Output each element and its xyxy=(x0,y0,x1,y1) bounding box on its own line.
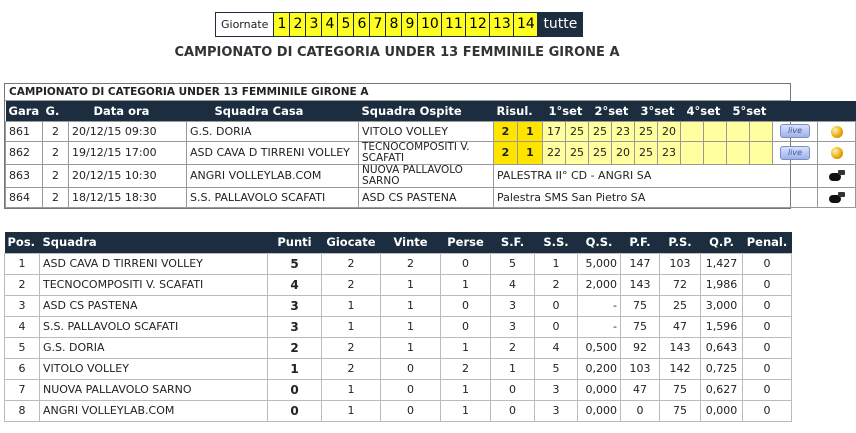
standing-qs: 0,000 xyxy=(578,400,621,421)
col-squadra-ospite: Squadra Ospite xyxy=(359,101,494,121)
giornata-link-14[interactable]: 14 xyxy=(514,13,538,36)
standing-punti: 2 xyxy=(268,337,322,358)
col-qs: Q.S. xyxy=(578,232,621,253)
match-home-team: ASD CAVA D TIRRENI VOLLEY xyxy=(187,141,359,164)
standing-team: NUOVA PALLAVOLO SARNO xyxy=(40,379,268,400)
whistle-cell xyxy=(818,164,856,187)
giornata-link-2[interactable]: 2 xyxy=(290,13,306,36)
col-sf: S.F. xyxy=(491,232,535,253)
match-data-ora: 20/12/15 09:30 xyxy=(69,121,187,141)
matches-table xyxy=(5,101,856,208)
standing-sf: 0 xyxy=(491,400,535,421)
col-perse: Perse xyxy=(441,232,491,253)
standings-row xyxy=(5,337,792,358)
match-data-ora: 20/12/15 10:30 xyxy=(69,164,187,187)
standing-team: TECNOCOMPOSITI V. SCAFATI xyxy=(40,274,268,295)
standing-qp: 1,427 xyxy=(701,253,743,274)
set-score xyxy=(681,141,704,164)
match-venue: PALESTRA II° CD - ANGRI SA xyxy=(494,164,818,187)
standing-punti: 3 xyxy=(268,316,322,337)
match-result-home: 2 xyxy=(494,141,518,164)
match-gara: 862 xyxy=(6,141,43,164)
standing-perse: 1 xyxy=(441,379,491,400)
standing-pos: 3 xyxy=(5,295,40,316)
set-score xyxy=(750,141,773,164)
standing-punti: 3 xyxy=(268,295,322,316)
standing-qs: - xyxy=(578,295,621,316)
standing-punti: 0 xyxy=(268,379,322,400)
standing-pos: 6 xyxy=(5,358,40,379)
standing-pf: 92 xyxy=(621,337,660,358)
standing-ps: 103 xyxy=(660,253,701,274)
match-gara: 863 xyxy=(6,164,43,187)
giornata-link-13[interactable]: 13 xyxy=(490,13,514,36)
col-actions-1 xyxy=(773,101,818,121)
standings-row xyxy=(5,379,792,400)
standing-pf: 103 xyxy=(621,358,660,379)
set-score: 23 xyxy=(612,121,635,141)
standing-team: ASD CAVA D TIRRENI VOLLEY xyxy=(40,253,268,274)
standing-vinte: 1 xyxy=(381,337,441,358)
standing-pos: 7 xyxy=(5,379,40,400)
standing-ps: 25 xyxy=(660,295,701,316)
match-row xyxy=(6,141,856,164)
set-score xyxy=(704,141,727,164)
col-squadra: Squadra xyxy=(40,232,268,253)
col-qp: Q.P. xyxy=(701,232,743,253)
standing-perse: 0 xyxy=(441,295,491,316)
col-set2: 2°set xyxy=(589,101,635,121)
col-vinte: Vinte xyxy=(381,232,441,253)
giornata-link-9[interactable]: 9 xyxy=(402,13,418,36)
set-score xyxy=(727,121,750,141)
standing-pf: 75 xyxy=(621,295,660,316)
standing-ps: 72 xyxy=(660,274,701,295)
standing-sf: 0 xyxy=(491,379,535,400)
ball-cell xyxy=(818,121,856,141)
standing-perse: 0 xyxy=(441,316,491,337)
standing-punti: 0 xyxy=(268,400,322,421)
col-gara: Gara xyxy=(6,101,43,121)
col-risultato: Risul. xyxy=(494,101,543,121)
match-away-team: TECNOCOMPOSITI V. SCAFATI xyxy=(359,141,494,164)
match-away-team: NUOVA PALLAVOLO SARNO xyxy=(359,164,494,187)
standing-perse: 2 xyxy=(441,358,491,379)
standing-ss: 3 xyxy=(535,379,578,400)
standings-row xyxy=(5,253,792,274)
giornata-link-all[interactable]: tutte xyxy=(538,13,582,36)
standing-sf: 3 xyxy=(491,295,535,316)
standing-sf: 2 xyxy=(491,337,535,358)
standing-sf: 1 xyxy=(491,358,535,379)
standing-team: ASD CS PASTENA xyxy=(40,295,268,316)
standing-ps: 143 xyxy=(660,337,701,358)
standing-penal: 0 xyxy=(743,253,792,274)
standing-perse: 0 xyxy=(441,253,491,274)
standing-giocate: 2 xyxy=(322,337,381,358)
set-score: 20 xyxy=(658,121,681,141)
matches-box xyxy=(4,83,803,209)
standing-giocate: 1 xyxy=(322,295,381,316)
standing-penal: 0 xyxy=(743,379,792,400)
match-row xyxy=(6,164,856,187)
giornata-link-12[interactable]: 12 xyxy=(466,13,490,36)
col-punti: Punti xyxy=(268,232,322,253)
standing-punti: 5 xyxy=(268,253,322,274)
match-result-home: 2 xyxy=(494,121,518,141)
standing-ps: 142 xyxy=(660,358,701,379)
standing-vinte: 0 xyxy=(381,358,441,379)
set-score: 25 xyxy=(566,141,589,164)
match-home-team: ANGRI VOLLEYLAB.COM xyxy=(187,164,359,187)
standing-vinte: 0 xyxy=(381,379,441,400)
standings-row xyxy=(5,358,792,379)
set-score xyxy=(681,121,704,141)
match-giornata: 2 xyxy=(43,164,69,187)
streaming-cell xyxy=(773,121,818,141)
col-giocate: Giocate xyxy=(322,232,381,253)
standing-punti: 4 xyxy=(268,274,322,295)
set-score: 20 xyxy=(612,141,635,164)
standing-penal: 0 xyxy=(743,337,792,358)
match-away-team: VITOLO VOLLEY xyxy=(359,121,494,141)
standing-pf: 147 xyxy=(621,253,660,274)
set-score: 25 xyxy=(566,121,589,141)
standing-penal: 0 xyxy=(743,295,792,316)
standings-row xyxy=(5,400,792,421)
set-score xyxy=(727,141,750,164)
standing-ss: 1 xyxy=(535,253,578,274)
set-score: 25 xyxy=(589,121,612,141)
standing-penal: 0 xyxy=(743,358,792,379)
ball-cell xyxy=(818,141,856,164)
standings-box xyxy=(4,232,791,422)
giornate-selector xyxy=(215,12,583,37)
standing-pos: 8 xyxy=(5,400,40,421)
standing-sf: 3 xyxy=(491,316,535,337)
col-ps: P.S. xyxy=(660,232,701,253)
standing-team: ANGRI VOLLEYLAB.COM xyxy=(40,400,268,421)
giornate-label: Giornate xyxy=(216,13,274,36)
match-result-away: 1 xyxy=(518,121,543,141)
standing-vinte: 1 xyxy=(381,295,441,316)
giornata-link-4[interactable]: 4 xyxy=(322,13,338,36)
ball-icon[interactable] xyxy=(831,126,843,138)
standing-penal: 0 xyxy=(743,316,792,337)
streaming-icon[interactable]: live xyxy=(780,146,810,160)
standing-qp: 1,986 xyxy=(701,274,743,295)
standing-ps: 75 xyxy=(660,400,701,421)
standing-perse: 1 xyxy=(441,274,491,295)
standing-qp: 0,643 xyxy=(701,337,743,358)
standing-pf: 0 xyxy=(621,400,660,421)
match-data-ora: 18/12/15 18:30 xyxy=(69,187,187,207)
standing-pf: 47 xyxy=(621,379,660,400)
giornata-link-3[interactable]: 3 xyxy=(306,13,322,36)
whistle-icon[interactable] xyxy=(829,170,845,182)
match-row xyxy=(6,187,856,207)
standing-qp: 0,725 xyxy=(701,358,743,379)
set-score xyxy=(704,121,727,141)
standing-qs: 0,500 xyxy=(578,337,621,358)
standing-vinte: 1 xyxy=(381,316,441,337)
standing-qp: 0,000 xyxy=(701,400,743,421)
standing-perse: 1 xyxy=(441,337,491,358)
set-score xyxy=(750,121,773,141)
col-data-ora: Data ora xyxy=(69,101,187,121)
standing-vinte: 1 xyxy=(381,274,441,295)
standing-qs: 5,000 xyxy=(578,253,621,274)
streaming-icon[interactable]: live xyxy=(780,124,810,138)
standing-sf: 5 xyxy=(491,253,535,274)
standings-table xyxy=(4,232,792,422)
ball-icon[interactable] xyxy=(831,147,843,159)
standing-ps: 75 xyxy=(660,379,701,400)
standing-ss: 5 xyxy=(535,358,578,379)
col-set5: 5°set xyxy=(727,101,773,121)
col-penal: Penal. xyxy=(743,232,792,253)
col-ss: S.S. xyxy=(535,232,578,253)
giornata-link-5[interactable]: 5 xyxy=(338,13,354,36)
match-giornata: 2 xyxy=(43,121,69,141)
standing-qs: 2,000 xyxy=(578,274,621,295)
standings-header-row xyxy=(5,232,792,253)
giornata-link-10[interactable]: 10 xyxy=(418,13,442,36)
col-pos: Pos. xyxy=(5,232,40,253)
standing-penal: 0 xyxy=(743,400,792,421)
standing-giocate: 1 xyxy=(322,316,381,337)
standing-giocate: 2 xyxy=(322,358,381,379)
standing-pos: 2 xyxy=(5,274,40,295)
match-data-ora: 19/12/15 17:00 xyxy=(69,141,187,164)
giornata-link-8[interactable]: 8 xyxy=(386,13,402,36)
col-set1: 1°set xyxy=(543,101,589,121)
standing-giocate: 2 xyxy=(322,253,381,274)
standing-ss: 3 xyxy=(535,400,578,421)
col-giornata: G. xyxy=(43,101,69,121)
set-score: 25 xyxy=(635,141,658,164)
match-home-team: S.S. PALLAVOLO SCAFATI xyxy=(187,187,359,207)
standing-ss: 0 xyxy=(535,316,578,337)
standing-team: VITOLO VOLLEY xyxy=(40,358,268,379)
standing-qp: 3,000 xyxy=(701,295,743,316)
page-title: CAMPIONATO DI CATEGORIA UNDER 13 FEMMINILE GIRONE A xyxy=(174,45,620,60)
standing-team: G.S. DORIA xyxy=(40,337,268,358)
giornata-link-11[interactable]: 11 xyxy=(442,13,466,36)
standing-qs: - xyxy=(578,316,621,337)
standings-row xyxy=(5,316,792,337)
match-result-away: 1 xyxy=(518,141,543,164)
standing-penal: 0 xyxy=(743,274,792,295)
standing-qp: 0,627 xyxy=(701,379,743,400)
whistle-icon[interactable] xyxy=(829,192,845,204)
match-row xyxy=(6,121,856,141)
standing-pf: 75 xyxy=(621,316,660,337)
giornata-link-6[interactable]: 6 xyxy=(354,13,370,36)
streaming-cell xyxy=(773,141,818,164)
standing-pos: 5 xyxy=(5,337,40,358)
set-score: 23 xyxy=(658,141,681,164)
match-home-team: G.S. DORIA xyxy=(187,121,359,141)
standing-giocate: 1 xyxy=(322,379,381,400)
col-actions-2 xyxy=(818,101,856,121)
set-score: 25 xyxy=(635,121,658,141)
standing-giocate: 2 xyxy=(322,274,381,295)
standing-ss: 4 xyxy=(535,337,578,358)
match-giornata: 2 xyxy=(43,187,69,207)
giornata-link-7[interactable]: 7 xyxy=(370,13,386,36)
matches-box-title: CAMPIONATO DI CATEGORIA UNDER 13 FEMMINILE GIRONE A xyxy=(5,84,790,101)
standing-sf: 4 xyxy=(491,274,535,295)
standing-team: S.S. PALLAVOLO SCAFATI xyxy=(40,316,268,337)
match-away-team: ASD CS PASTENA xyxy=(359,187,494,207)
set-score: 22 xyxy=(543,141,566,164)
standing-vinte: 2 xyxy=(381,253,441,274)
match-venue: Palestra SMS San Pietro SA xyxy=(494,187,818,207)
standings-row xyxy=(5,274,792,295)
standing-pos: 1 xyxy=(5,253,40,274)
standing-ss: 2 xyxy=(535,274,578,295)
giornata-link-1[interactable]: 1 xyxy=(274,13,290,36)
col-squadra-casa: Squadra Casa xyxy=(187,101,359,121)
standing-pf: 143 xyxy=(621,274,660,295)
standing-ps: 47 xyxy=(660,316,701,337)
standings-row xyxy=(5,295,792,316)
standing-perse: 1 xyxy=(441,400,491,421)
standing-ss: 0 xyxy=(535,295,578,316)
matches-header-row xyxy=(6,101,856,121)
standing-punti: 1 xyxy=(268,358,322,379)
set-score: 25 xyxy=(589,141,612,164)
col-set4: 4°set xyxy=(681,101,727,121)
set-score: 17 xyxy=(543,121,566,141)
col-pf: P.F. xyxy=(621,232,660,253)
standing-giocate: 1 xyxy=(322,400,381,421)
standing-qs: 0,200 xyxy=(578,358,621,379)
standing-vinte: 0 xyxy=(381,400,441,421)
standing-qp: 1,596 xyxy=(701,316,743,337)
standing-qs: 0,000 xyxy=(578,379,621,400)
whistle-cell xyxy=(818,187,856,207)
match-gara: 861 xyxy=(6,121,43,141)
match-gara: 864 xyxy=(6,187,43,207)
standing-pos: 4 xyxy=(5,316,40,337)
col-set3: 3°set xyxy=(635,101,681,121)
match-giornata: 2 xyxy=(43,141,69,164)
